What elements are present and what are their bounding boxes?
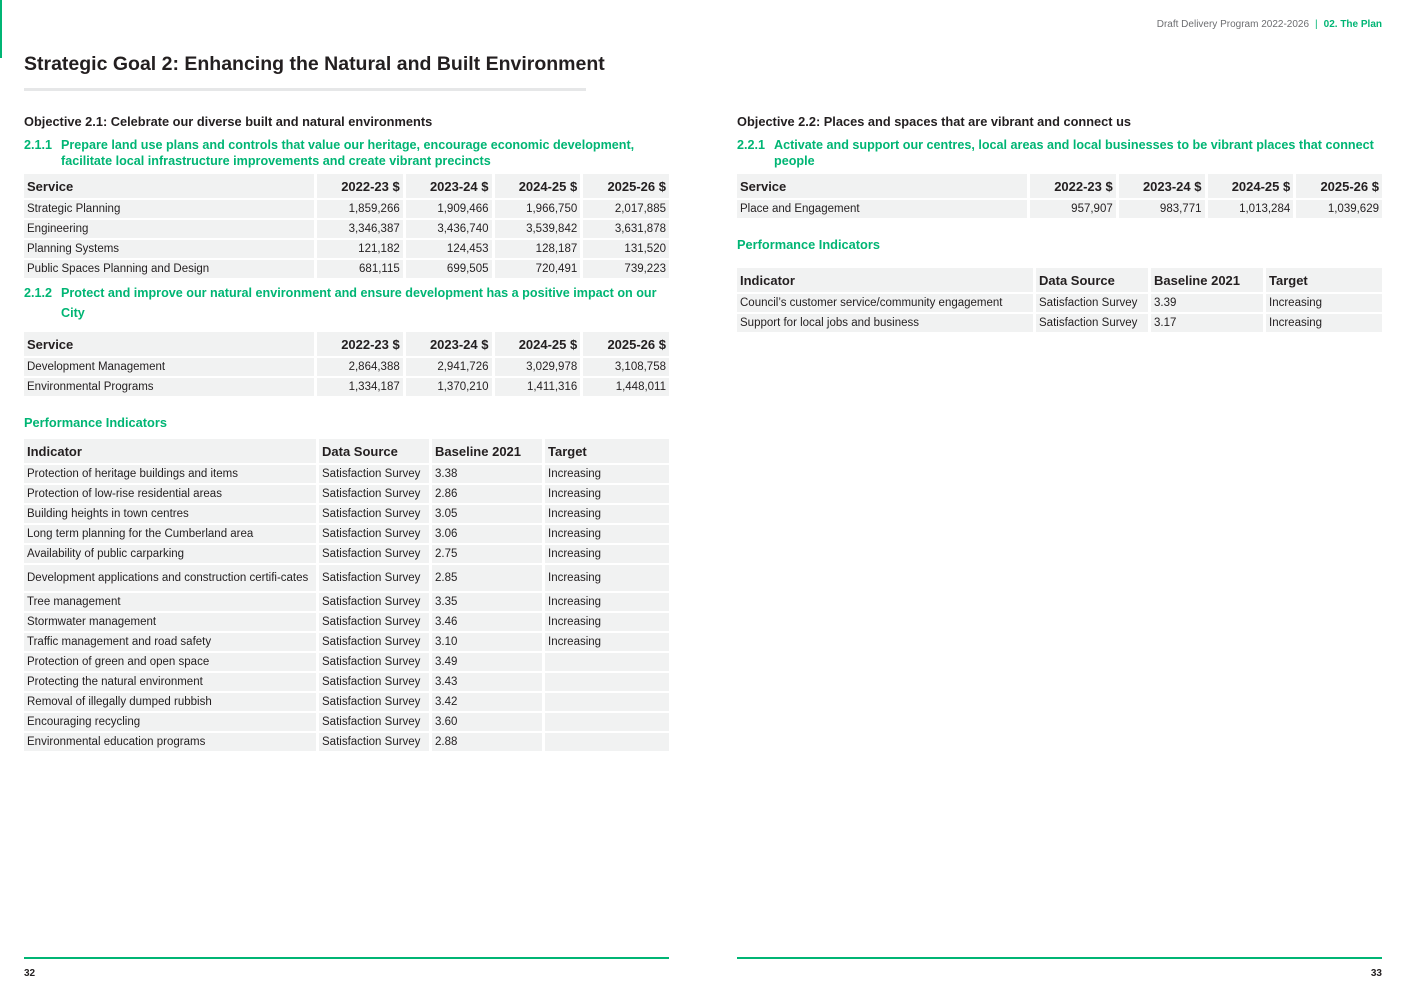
baseline-value: 3.06 <box>432 525 542 543</box>
table-row <box>24 673 669 691</box>
service-name: Public Spaces Planning and Design <box>24 260 314 278</box>
target-value: Increasing <box>545 633 669 651</box>
col-header-2025-26: 2025-26 $ <box>583 174 669 198</box>
strategy-heading <box>737 137 1382 169</box>
page-number-right: 33 <box>1370 968 1382 979</box>
target-value: Increasing <box>545 545 669 563</box>
col-header-indicator: Indicator <box>737 268 1033 292</box>
data-source: Satisfaction Survey <box>319 693 429 711</box>
service-name: Development Management <box>24 358 314 376</box>
footer-rule-right <box>737 957 1382 959</box>
table-row <box>24 733 669 751</box>
target-value <box>545 713 669 731</box>
strategy-text: Activate and support our centres, local areas and local businesses to be vibrant places that connect people <box>774 138 1374 168</box>
budget-2025-26: 2,017,885 <box>583 200 669 218</box>
baseline-value: 2.75 <box>432 545 542 563</box>
col-header-2022-23: 2022-23 $ <box>317 332 403 356</box>
budget-2025-26: 739,223 <box>583 260 669 278</box>
col-header-2022-23: 2022-23 $ <box>1030 174 1116 198</box>
indicator-name: Encouraging recycling <box>24 713 316 731</box>
table-row <box>24 358 669 376</box>
data-source: Satisfaction Survey <box>319 653 429 671</box>
edge-accent-bar <box>0 0 2 58</box>
strategy-text: Prepare land use plans and controls that value our heritage, encourage economic development, facilitate local infrastructure improvements and create vibrant precincts <box>61 138 635 168</box>
col-header-2025-26: 2025-26 $ <box>583 332 669 356</box>
strategy-text: Protect and improve our natural environment and ensure development has a positive impact on our City <box>61 286 657 320</box>
budget-2023-24: 1,370,210 <box>406 378 492 396</box>
table-row <box>24 220 669 238</box>
service-budget-table <box>734 172 1385 220</box>
baseline-value: 3.42 <box>432 693 542 711</box>
budget-2023-24: 124,453 <box>406 240 492 258</box>
budget-2022-23: 2,864,388 <box>317 358 403 376</box>
data-source: Satisfaction Survey <box>319 633 429 651</box>
data-source: Satisfaction Survey <box>319 733 429 751</box>
data-source: Satisfaction Survey <box>1036 294 1148 312</box>
target-value: Increasing <box>545 465 669 483</box>
budget-2024-25: 3,029,978 <box>495 358 581 376</box>
performance-indicators-table <box>734 266 1385 334</box>
data-source: Satisfaction Survey <box>319 593 429 611</box>
target-value: Increasing <box>545 505 669 523</box>
budget-2022-23: 681,115 <box>317 260 403 278</box>
data-source: Satisfaction Survey <box>1036 314 1148 332</box>
col-header-2023-24: 2023-24 $ <box>1119 174 1205 198</box>
indicator-name: Long term planning for the Cumberland area <box>24 525 316 543</box>
target-value <box>545 653 669 671</box>
col-header-baseline: Baseline 2021 <box>432 439 542 463</box>
target-value <box>545 693 669 711</box>
baseline-value: 2.86 <box>432 485 542 503</box>
budget-2024-25: 3,539,842 <box>495 220 581 238</box>
indicator-name: Support for local jobs and business <box>737 314 1033 332</box>
budget-2024-25: 1,411,316 <box>495 378 581 396</box>
indicator-name: Tree management <box>24 593 316 611</box>
baseline-value: 3.43 <box>432 673 542 691</box>
strategy-heading <box>24 283 669 323</box>
indicator-name: Protection of green and open space <box>24 653 316 671</box>
col-header-target: Target <box>1266 268 1382 292</box>
baseline-value: 3.35 <box>432 593 542 611</box>
target-value: Increasing <box>545 525 669 543</box>
data-source: Satisfaction Survey <box>319 545 429 563</box>
col-header-service: Service <box>24 332 314 356</box>
budget-2024-25: 1,966,750 <box>495 200 581 218</box>
data-source: Satisfaction Survey <box>319 525 429 543</box>
data-source: Satisfaction Survey <box>319 505 429 523</box>
service-name: Strategic Planning <box>24 200 314 218</box>
target-value <box>545 733 669 751</box>
col-header-2023-24: 2023-24 $ <box>406 332 492 356</box>
table-row <box>737 314 1382 332</box>
col-header-2023-24: 2023-24 $ <box>406 174 492 198</box>
col-header-service: Service <box>24 174 314 198</box>
table-header-row <box>24 332 669 356</box>
col-header-2025-26: 2025-26 $ <box>1296 174 1382 198</box>
baseline-value: 3.10 <box>432 633 542 651</box>
service-name: Environmental Programs <box>24 378 314 396</box>
table-header-row <box>737 174 1382 198</box>
baseline-value: 3.05 <box>432 505 542 523</box>
service-name: Place and Engagement <box>737 200 1027 218</box>
budget-2025-26: 131,520 <box>583 240 669 258</box>
table-row <box>24 485 669 503</box>
budget-2025-26: 3,108,758 <box>583 358 669 376</box>
budget-2022-23: 3,346,387 <box>317 220 403 238</box>
table-row <box>24 653 669 671</box>
performance-indicators-table <box>21 437 672 753</box>
page-number-left: 32 <box>24 968 36 979</box>
indicator-name: Availability of public carparking <box>24 545 316 563</box>
baseline-value: 2.85 <box>432 565 542 591</box>
table-row <box>737 294 1382 312</box>
baseline-value: 3.38 <box>432 465 542 483</box>
table-row <box>24 505 669 523</box>
col-header-data-source: Data Source <box>319 439 429 463</box>
budget-2024-25: 720,491 <box>495 260 581 278</box>
indicator-name: Protecting the natural environment <box>24 673 316 691</box>
objective-heading: Objective 2.2: Places and spaces that are vibrant and connect us <box>737 114 1132 129</box>
table-row <box>24 465 669 483</box>
table-row <box>24 593 669 611</box>
budget-2024-25: 1,013,284 <box>1208 200 1294 218</box>
baseline-value: 3.46 <box>432 613 542 631</box>
col-header-2024-25: 2024-25 $ <box>495 174 581 198</box>
target-value <box>545 673 669 691</box>
table-header-row <box>24 174 669 198</box>
title-underline <box>24 88 586 91</box>
table-header-row <box>737 268 1382 292</box>
table-row <box>24 613 669 631</box>
left-column <box>24 114 669 753</box>
performance-indicators-heading: Performance Indicators <box>737 237 880 252</box>
col-header-target: Target <box>545 439 669 463</box>
budget-2023-24: 699,505 <box>406 260 492 278</box>
budget-2022-23: 1,334,187 <box>317 378 403 396</box>
target-value: Increasing <box>545 485 669 503</box>
baseline-value: 2.88 <box>432 733 542 751</box>
budget-2023-24: 983,771 <box>1119 200 1205 218</box>
indicator-name: Traffic management and road safety <box>24 633 316 651</box>
baseline-value: 3.17 <box>1151 314 1263 332</box>
col-header-indicator: Indicator <box>24 439 316 463</box>
target-value: Increasing <box>1266 314 1382 332</box>
indicator-name: Building heights in town centres <box>24 505 316 523</box>
budget-2022-23: 1,859,266 <box>317 200 403 218</box>
col-header-baseline: Baseline 2021 <box>1151 268 1263 292</box>
service-budget-table <box>21 330 672 398</box>
indicator-name: Stormwater management <box>24 613 316 631</box>
data-source: Satisfaction Survey <box>319 613 429 631</box>
budget-2024-25: 128,187 <box>495 240 581 258</box>
service-name: Planning Systems <box>24 240 314 258</box>
target-value: Increasing <box>545 565 669 591</box>
table-row <box>737 200 1382 218</box>
table-row <box>24 260 669 278</box>
baseline-value: 3.39 <box>1151 294 1263 312</box>
service-name: Engineering <box>24 220 314 238</box>
col-header-2024-25: 2024-25 $ <box>495 332 581 356</box>
budget-2023-24: 1,909,466 <box>406 200 492 218</box>
data-source: Satisfaction Survey <box>319 485 429 503</box>
running-header-section: 02. The Plan <box>1323 19 1382 30</box>
running-header-separator: | <box>1315 19 1318 30</box>
budget-2025-26: 1,039,629 <box>1296 200 1382 218</box>
right-column <box>737 114 1382 334</box>
col-header-data-source: Data Source <box>1036 268 1148 292</box>
indicator-name: Protection of heritage buildings and items <box>24 465 316 483</box>
data-source: Satisfaction Survey <box>319 673 429 691</box>
col-header-2022-23: 2022-23 $ <box>317 174 403 198</box>
table-row <box>24 713 669 731</box>
data-source: Satisfaction Survey <box>319 465 429 483</box>
baseline-value: 3.60 <box>432 713 542 731</box>
table-row <box>24 565 669 591</box>
budget-2025-26: 3,631,878 <box>583 220 669 238</box>
table-row <box>24 378 669 396</box>
budget-2022-23: 957,907 <box>1030 200 1116 218</box>
indicator-name: Environmental education programs <box>24 733 316 751</box>
table-row <box>24 200 669 218</box>
target-value: Increasing <box>545 593 669 611</box>
table-row <box>24 240 669 258</box>
col-header-2024-25: 2024-25 $ <box>1208 174 1294 198</box>
strategy-number: 2.1.1 <box>24 138 53 152</box>
page-title: Strategic Goal 2: Enhancing the Natural and Built Environment <box>24 53 605 75</box>
target-value: Increasing <box>545 613 669 631</box>
budget-2025-26: 1,448,011 <box>583 378 669 396</box>
target-value: Increasing <box>1266 294 1382 312</box>
table-header-row <box>24 439 669 463</box>
baseline-value: 3.49 <box>432 653 542 671</box>
table-row <box>24 525 669 543</box>
objective-heading: Objective 2.1: Celebrate our diverse built and natural environments <box>24 114 433 129</box>
strategy-heading <box>24 137 669 169</box>
service-budget-table <box>21 172 672 280</box>
strategy-number: 2.2.1 <box>737 138 766 152</box>
indicator-name: Protection of low-rise residential areas <box>24 485 316 503</box>
data-source: Satisfaction Survey <box>319 713 429 731</box>
budget-2022-23: 121,182 <box>317 240 403 258</box>
table-row <box>24 545 669 563</box>
budget-2023-24: 3,436,740 <box>406 220 492 238</box>
col-header-service: Service <box>737 174 1027 198</box>
performance-indicators-heading: Performance Indicators <box>24 415 167 430</box>
footer-rule-left <box>24 957 669 959</box>
running-header <box>1157 19 1382 30</box>
running-header-doc-title: Draft Delivery Program 2022-2026 <box>1156 19 1310 30</box>
indicator-name: Removal of illegally dumped rubbish <box>24 693 316 711</box>
indicator-name: Council’s customer service/community engagement <box>737 294 1033 312</box>
table-row <box>24 633 669 651</box>
table-row <box>24 693 669 711</box>
data-source: Satisfaction Survey <box>319 565 429 591</box>
indicator-name: Development applications and construction certifi-cates <box>24 565 316 591</box>
strategy-number: 2.1.2 <box>24 286 53 300</box>
budget-2023-24: 2,941,726 <box>406 358 492 376</box>
